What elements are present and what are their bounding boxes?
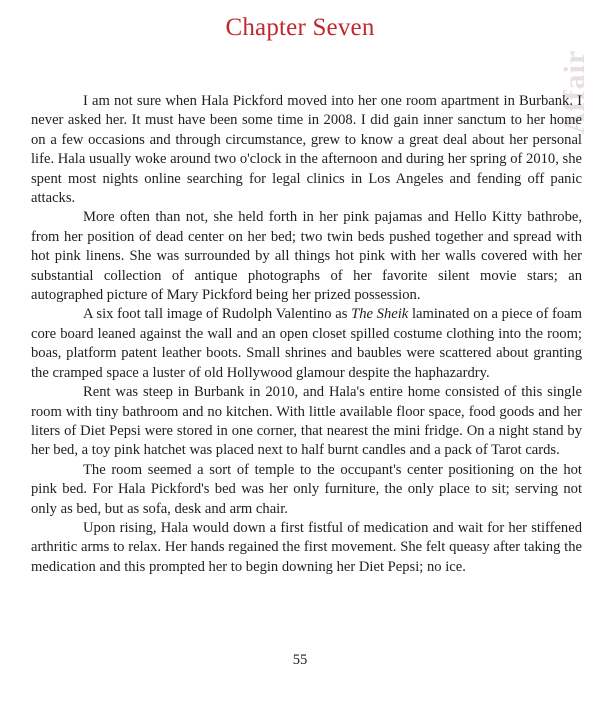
- paragraph: [31, 305, 582, 383]
- paragraph: More often than not, she held forth in her pink pajamas and Hello Kitty bathrobe, from her position of dead center on her bed; two twin beds pushed together and spread with hot pink linens. She was surrounded by all things hot pink with her walls covered with her substantial collection of antique photographs of her favorite silent movie stars; an autographed picture of Mary Pickford being her prized possession.: [31, 209, 582, 304]
- paragraph-text: A six foot tall image of Rudolph Valentino as: [83, 306, 352, 323]
- paragraph-text: laminated on a piece of foam core board leaned against the wall and an open closet spilled costume clothing into the room; boas, platform patent leather boots. Small shrines and baubles were scattered about granting the cramped space a luster of old Hollywood glamour despite the haphazardry.: [31, 306, 582, 381]
- paragraph: Upon rising, Hala would down a first fistful of medication and wait for her stiffened arthritic arms to relax. Her hands regained the first movement. She felt queasy after taking the medication and this prompted her to begin downing her Diet Pepsi; no ice.: [31, 519, 582, 575]
- chapter-title: Chapter Seven: [225, 14, 375, 41]
- watermark-text: Affair: [558, 49, 591, 134]
- page-number: 55: [292, 652, 308, 668]
- paragraph: The room seemed a sort of temple to the occupant's center positioning on the hot pink bed. For Hala Pickford's bed was her only furniture, the only place to sit; serving not only as bed, but as sofa, desk and arm chair.: [31, 461, 582, 517]
- paragraph: I am not sure when Hala Pickford moved into her one room apartment in Burbank. I never asked her. It must have been some time in 2008. I did gain inner sanctum to her home on a few occasions and through circumstance, grew to know a great deal about her personal life. Hala usually woke around two o'clock in the afternoon and during her spring of 2010, she spent most nights online searching for legal clinics in Los Angeles and fending off panic attacks.: [31, 93, 582, 207]
- italic-title: The Sheik: [351, 306, 409, 323]
- body-text: [31, 92, 582, 577]
- paragraph: Rent was steep in Burbank in 2010, and Hala's entire home consisted of this single room with tiny bathroom and no kitchen. With little available floor space, food goods and her liters of Diet Pepsi were stored in one corner, that nearest the mini fridge. On a night stand by her bed, a toy pink hatchet was placed next to half burnt candles and a pack of Tarot cards.: [31, 384, 582, 459]
